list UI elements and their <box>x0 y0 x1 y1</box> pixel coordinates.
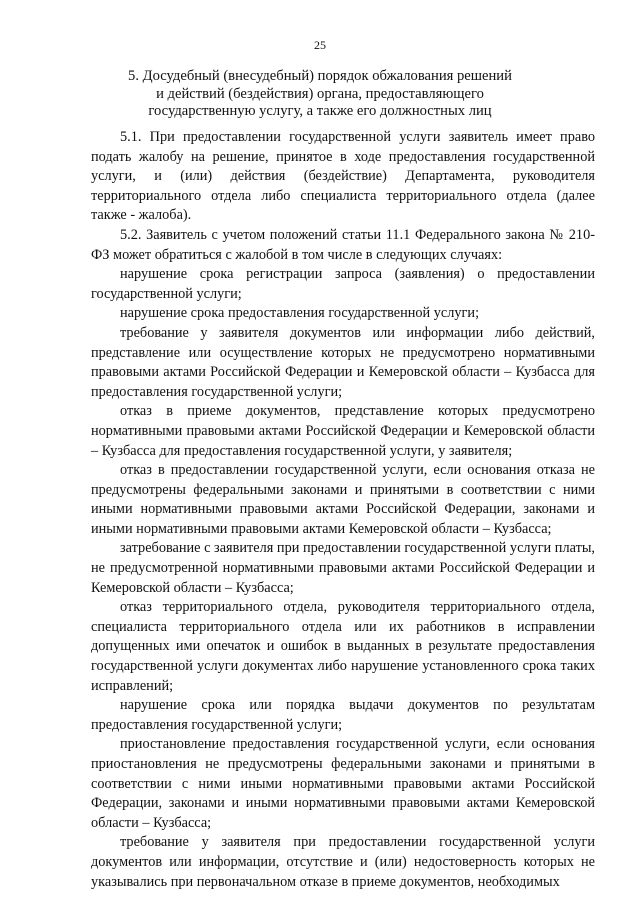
paragraph: 5.1. При предоставлении государственной услуги заявитель имеет право подать жалобу на решение, принятое в ходе предоставления государственной услуги, и (или) действия (бездействие) Департамента, руководителя территориального отдела либо специалиста территориального отдела (далее также - жалоба). <box>91 129 595 224</box>
paragraph: отказ территориального отдела, руководителя территориального отдела, специалиста территориального отдела или их работников в исправлении допущенных ими опечаток и ошибок в выданных в результате предоставления государственной услуги документах либо нарушение установленного срока таких исправлений; <box>91 599 595 694</box>
paragraph: нарушение срока или порядка выдачи документов по результатам предоставления государственной услуги; <box>91 697 595 733</box>
heading-line: государственную услугу, а также его должностных лиц <box>148 103 492 119</box>
paragraph: приостановление предоставления государственной услуги, если основания приостановления не предусмотрены федеральными законами и принятыми в соответствии с ними иными нормативными правовыми актами Российской Федерации, законами и иными нормативными правовыми актами Кемеровской области – Кузбасса; <box>91 736 595 831</box>
paragraph: нарушение срока предоставления государственной услуги; <box>120 305 480 322</box>
paragraph: отказ в предоставлении государственной услуги, если основания отказа не предусмотрены федеральными законами и принятыми в соответствии с ними иными нормативными правовыми актами Российской Федерации, законами и иными нормативными правовыми актами Кемеровской области – Кузбасса; <box>91 462 595 537</box>
paragraph: требование у заявителя при предоставлении государственной услуги документов или информации, отсутствие и (или) недостоверность которых не указывались при первоначальном отказе в приеме документов, необходимых <box>91 834 595 890</box>
heading-line: 5. Досудебный (внесудебный) порядок обжалования решений <box>128 68 512 84</box>
page-number: 25 <box>314 38 326 52</box>
paragraph: затребование с заявителя при предоставлении государственной услуги платы, не предусмотренной нормативными правовыми актами Российской Федерации и Кемеровской области – Кузбасса; <box>91 540 595 596</box>
paragraph: 5.2. Заявитель с учетом положений статьи 11.1 Федерального закона № 210-ФЗ может обратиться с жалобой в том числе в следующих случаях: <box>91 226 595 263</box>
paragraph: требование у заявителя документов или информации либо действий, представление или осуществление которых не предусмотрено нормативными правовыми актами Российской Федерации и Кемеровской области – Кузбасса для предоставления государственной услуги; <box>91 324 595 400</box>
paragraph: отказ в приеме документов, представление которых предусмотрено нормативными правовыми актами Российской Федерации и Кемеровской области – Кузбасса для предоставления государственной услуги, у заявителя; <box>91 403 595 459</box>
paragraph: нарушение срока регистрации запроса (заявления) о предоставлении государственной услуги; <box>91 266 595 302</box>
section-heading <box>100 68 540 121</box>
document-body <box>91 128 595 892</box>
heading-line: и действий (бездействия) органа, предоставляющего <box>156 85 484 102</box>
